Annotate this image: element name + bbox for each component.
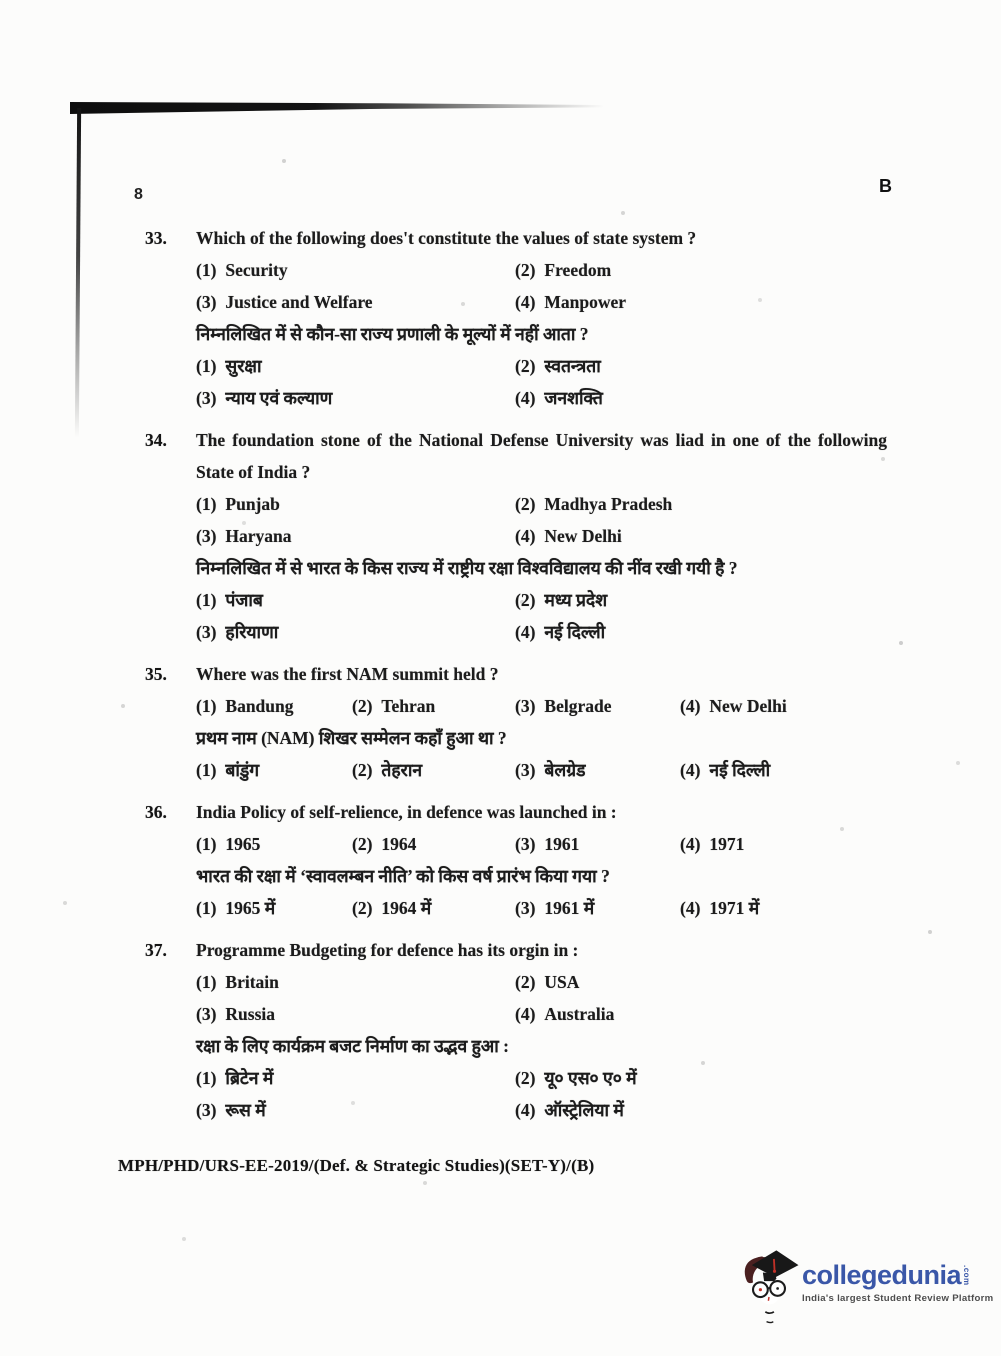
option-text: नई दिल्ली bbox=[544, 622, 606, 642]
question-text-hindi: निम्नलिखित में से भारत के किस राज्य में राष्ट्रीय रक्षा विश्वविद्यालय की नींव रखी गयी है ? bbox=[196, 558, 738, 578]
scan-edge-artifact-left bbox=[75, 108, 81, 438]
option-text: Britain bbox=[225, 972, 279, 992]
question-34 bbox=[145, 424, 887, 648]
option bbox=[515, 998, 887, 1030]
question-text-hindi: भारत की रक्षा में ‘स्वावलम्बन नीति’ को किस वर्ष प्रारंभ किया गया ? bbox=[196, 866, 610, 886]
option-number: (3) bbox=[515, 834, 536, 854]
option-number: (1) bbox=[196, 898, 217, 918]
option-number: (2) bbox=[352, 696, 373, 716]
option bbox=[680, 828, 887, 860]
option-number: (4) bbox=[515, 622, 536, 642]
option-text: Belgrade bbox=[544, 696, 612, 716]
option-number: (2) bbox=[515, 494, 536, 514]
option bbox=[515, 350, 887, 382]
option-number: (2) bbox=[515, 590, 536, 610]
question-text-english: Programme Budgeting for defence has its orgin in : bbox=[196, 940, 579, 960]
scan-noise-speckles bbox=[0, 0, 2, 2]
option bbox=[515, 1062, 887, 1094]
option bbox=[196, 754, 352, 786]
option-text: Russia bbox=[225, 1004, 276, 1024]
option bbox=[515, 754, 680, 786]
logo-wordmark: collegedunia bbox=[802, 1260, 962, 1290]
option bbox=[196, 1094, 515, 1126]
question-body bbox=[196, 658, 887, 786]
question-36 bbox=[145, 796, 887, 924]
option-text: मध्य प्रदेश bbox=[544, 590, 608, 610]
option-text: ब्रिटेन में bbox=[225, 1068, 274, 1088]
page-number: 8 bbox=[134, 186, 143, 203]
option bbox=[515, 584, 887, 616]
option-number: (3) bbox=[196, 292, 217, 312]
option-text: हरियाणा bbox=[225, 622, 279, 642]
option-text: बांडुंग bbox=[225, 760, 260, 780]
option-text: 1965 bbox=[225, 834, 261, 854]
logo-text-block bbox=[802, 1243, 994, 1304]
option bbox=[196, 350, 515, 382]
option bbox=[515, 828, 680, 860]
option bbox=[515, 966, 887, 998]
option-text: Freedom bbox=[544, 260, 612, 280]
option-text: नई दिल्ली bbox=[709, 760, 771, 780]
option bbox=[680, 754, 887, 786]
options-hindi bbox=[196, 350, 887, 414]
option-number: (1) bbox=[196, 834, 217, 854]
option bbox=[515, 892, 680, 924]
question-number: 37. bbox=[145, 940, 167, 960]
option-number: (2) bbox=[515, 972, 536, 992]
option-number: (1) bbox=[196, 696, 217, 716]
option-number: (3) bbox=[196, 1004, 217, 1024]
option-number: (4) bbox=[515, 526, 536, 546]
question-body bbox=[196, 222, 887, 414]
option-number: (4) bbox=[515, 292, 536, 312]
option-text: 1964 में bbox=[381, 898, 432, 918]
option-text: USA bbox=[544, 972, 580, 992]
options-english bbox=[196, 488, 887, 552]
option-number: (1) bbox=[196, 1068, 217, 1088]
options-hindi bbox=[196, 892, 887, 924]
option-number: (2) bbox=[515, 1068, 536, 1088]
option-number: (3) bbox=[515, 696, 536, 716]
option-number: (3) bbox=[196, 526, 217, 546]
question-text-english: The foundation stone of the National Defense University was liad in one of the following State of India ? bbox=[196, 430, 887, 482]
option bbox=[196, 828, 352, 860]
option-text: पंजाब bbox=[225, 590, 263, 610]
option bbox=[515, 1094, 887, 1126]
question-text-english: India Policy of self-relience, in defence was launched in : bbox=[196, 802, 617, 822]
option-number: (2) bbox=[515, 260, 536, 280]
option bbox=[515, 616, 887, 648]
option-text: 1964 bbox=[381, 834, 417, 854]
options-hindi bbox=[196, 754, 887, 786]
question-number: 34. bbox=[145, 430, 167, 450]
option-text: Security bbox=[225, 260, 288, 280]
option-text: Justice and Welfare bbox=[225, 292, 373, 312]
option-number: (4) bbox=[680, 696, 701, 716]
option bbox=[515, 488, 887, 520]
option-text: रूस में bbox=[225, 1100, 266, 1120]
option bbox=[515, 254, 887, 286]
option-text: 1965 में bbox=[225, 898, 276, 918]
option-number: (3) bbox=[196, 1100, 217, 1120]
question-body bbox=[196, 934, 887, 1126]
option-text: यू० एस० ए० में bbox=[544, 1068, 637, 1088]
option-number: (1) bbox=[196, 590, 217, 610]
options-hindi bbox=[196, 584, 887, 648]
mascot-icon bbox=[738, 1243, 800, 1329]
option-text: Haryana bbox=[225, 526, 292, 546]
scan-edge-artifact-top bbox=[70, 102, 615, 114]
option-number: (4) bbox=[680, 834, 701, 854]
option-number: (3) bbox=[196, 622, 217, 642]
question-text-hindi: निम्नलिखित में से कौन-सा राज्य प्रणाली के मूल्यों में नहीं आता ? bbox=[196, 324, 589, 344]
option bbox=[352, 828, 515, 860]
question-37 bbox=[145, 934, 887, 1126]
set-letter: B bbox=[879, 176, 892, 196]
option-text: Tehran bbox=[381, 696, 436, 716]
option-text: 1961 bbox=[544, 834, 580, 854]
options-hindi bbox=[196, 1062, 887, 1126]
logo-tagline: India's largest Student Review Platform bbox=[802, 1293, 994, 1304]
option-text: 1971 bbox=[709, 834, 745, 854]
option-text: 1971 में bbox=[709, 898, 760, 918]
options-english bbox=[196, 254, 887, 318]
option-number: (4) bbox=[680, 898, 701, 918]
option-text: ऑस्ट्रेलिया में bbox=[544, 1100, 624, 1120]
option-number: (4) bbox=[515, 388, 536, 408]
option bbox=[352, 754, 515, 786]
option-text: Madhya Pradesh bbox=[544, 494, 673, 514]
question-text-english: Which of the following does't constitute the values of state system ? bbox=[196, 228, 697, 248]
option bbox=[196, 966, 515, 998]
option-text: जनशक्ति bbox=[544, 388, 603, 408]
question-number: 35. bbox=[145, 664, 167, 684]
option-number: (1) bbox=[196, 356, 217, 376]
option bbox=[196, 616, 515, 648]
question-33 bbox=[145, 222, 887, 414]
questions-area bbox=[145, 222, 887, 1136]
option-text: बेलग्रेड bbox=[544, 760, 586, 780]
option bbox=[515, 520, 887, 552]
option-number: (2) bbox=[352, 834, 373, 854]
option-text: न्याय एवं कल्याण bbox=[225, 388, 333, 408]
option bbox=[352, 690, 515, 722]
option-text: स्वतन्त्रता bbox=[544, 356, 601, 376]
option-text: सुरक्षा bbox=[225, 356, 262, 376]
option bbox=[196, 520, 515, 552]
options-english bbox=[196, 828, 887, 860]
option bbox=[196, 584, 515, 616]
question-text-hindi: रक्षा के लिए कार्यक्रम बजट निर्माण का उद्भव हुआ : bbox=[196, 1036, 509, 1056]
question-35 bbox=[145, 658, 887, 786]
option bbox=[196, 286, 515, 318]
option bbox=[352, 892, 515, 924]
option-number: (1) bbox=[196, 260, 217, 280]
options-english bbox=[196, 690, 887, 722]
question-number: 36. bbox=[145, 802, 167, 822]
option bbox=[680, 892, 887, 924]
option bbox=[515, 286, 887, 318]
question-text-english: Where was the first NAM summit held ? bbox=[196, 664, 499, 684]
option-number: (2) bbox=[515, 356, 536, 376]
option bbox=[515, 690, 680, 722]
option-number: (2) bbox=[352, 898, 373, 918]
option-text: Manpower bbox=[544, 292, 627, 312]
question-body bbox=[196, 796, 887, 924]
option-number: (1) bbox=[196, 972, 217, 992]
option bbox=[196, 254, 515, 286]
option-number: (4) bbox=[515, 1100, 536, 1120]
question-body bbox=[196, 424, 887, 648]
collegedunia-logo bbox=[738, 1243, 994, 1329]
option-text: Australia bbox=[544, 1004, 615, 1024]
option bbox=[196, 488, 515, 520]
option bbox=[680, 690, 887, 722]
option-text: New Delhi bbox=[544, 526, 622, 546]
options-english bbox=[196, 966, 887, 1030]
option-number: (1) bbox=[196, 760, 217, 780]
option-text: New Delhi bbox=[709, 696, 787, 716]
option-text: 1961 में bbox=[544, 898, 595, 918]
option bbox=[196, 892, 352, 924]
option-number: (3) bbox=[515, 760, 536, 780]
option-text: Punjab bbox=[225, 494, 280, 514]
option bbox=[196, 382, 515, 414]
question-number: 33. bbox=[145, 228, 167, 248]
option-number: (3) bbox=[196, 388, 217, 408]
option-number: (4) bbox=[680, 760, 701, 780]
option bbox=[515, 382, 887, 414]
option-number: (1) bbox=[196, 494, 217, 514]
question-text-hindi: प्रथम नाम (NAM) शिखर सम्मेलन कहाँ हुआ था ? bbox=[196, 728, 507, 748]
logo-wordmark-suffix: .com bbox=[962, 1265, 972, 1286]
option bbox=[196, 998, 515, 1030]
option-number: (4) bbox=[515, 1004, 536, 1024]
option-text: Bandung bbox=[225, 696, 294, 716]
option-number: (3) bbox=[515, 898, 536, 918]
exam-paper-code: MPH/PHD/URS-EE-2019/(Def. & Strategic Studies)(SET-Y)/(B) bbox=[118, 1156, 595, 1175]
option-number: (2) bbox=[352, 760, 373, 780]
option-text: तेहरान bbox=[381, 760, 423, 780]
option bbox=[196, 690, 352, 722]
option bbox=[196, 1062, 515, 1094]
